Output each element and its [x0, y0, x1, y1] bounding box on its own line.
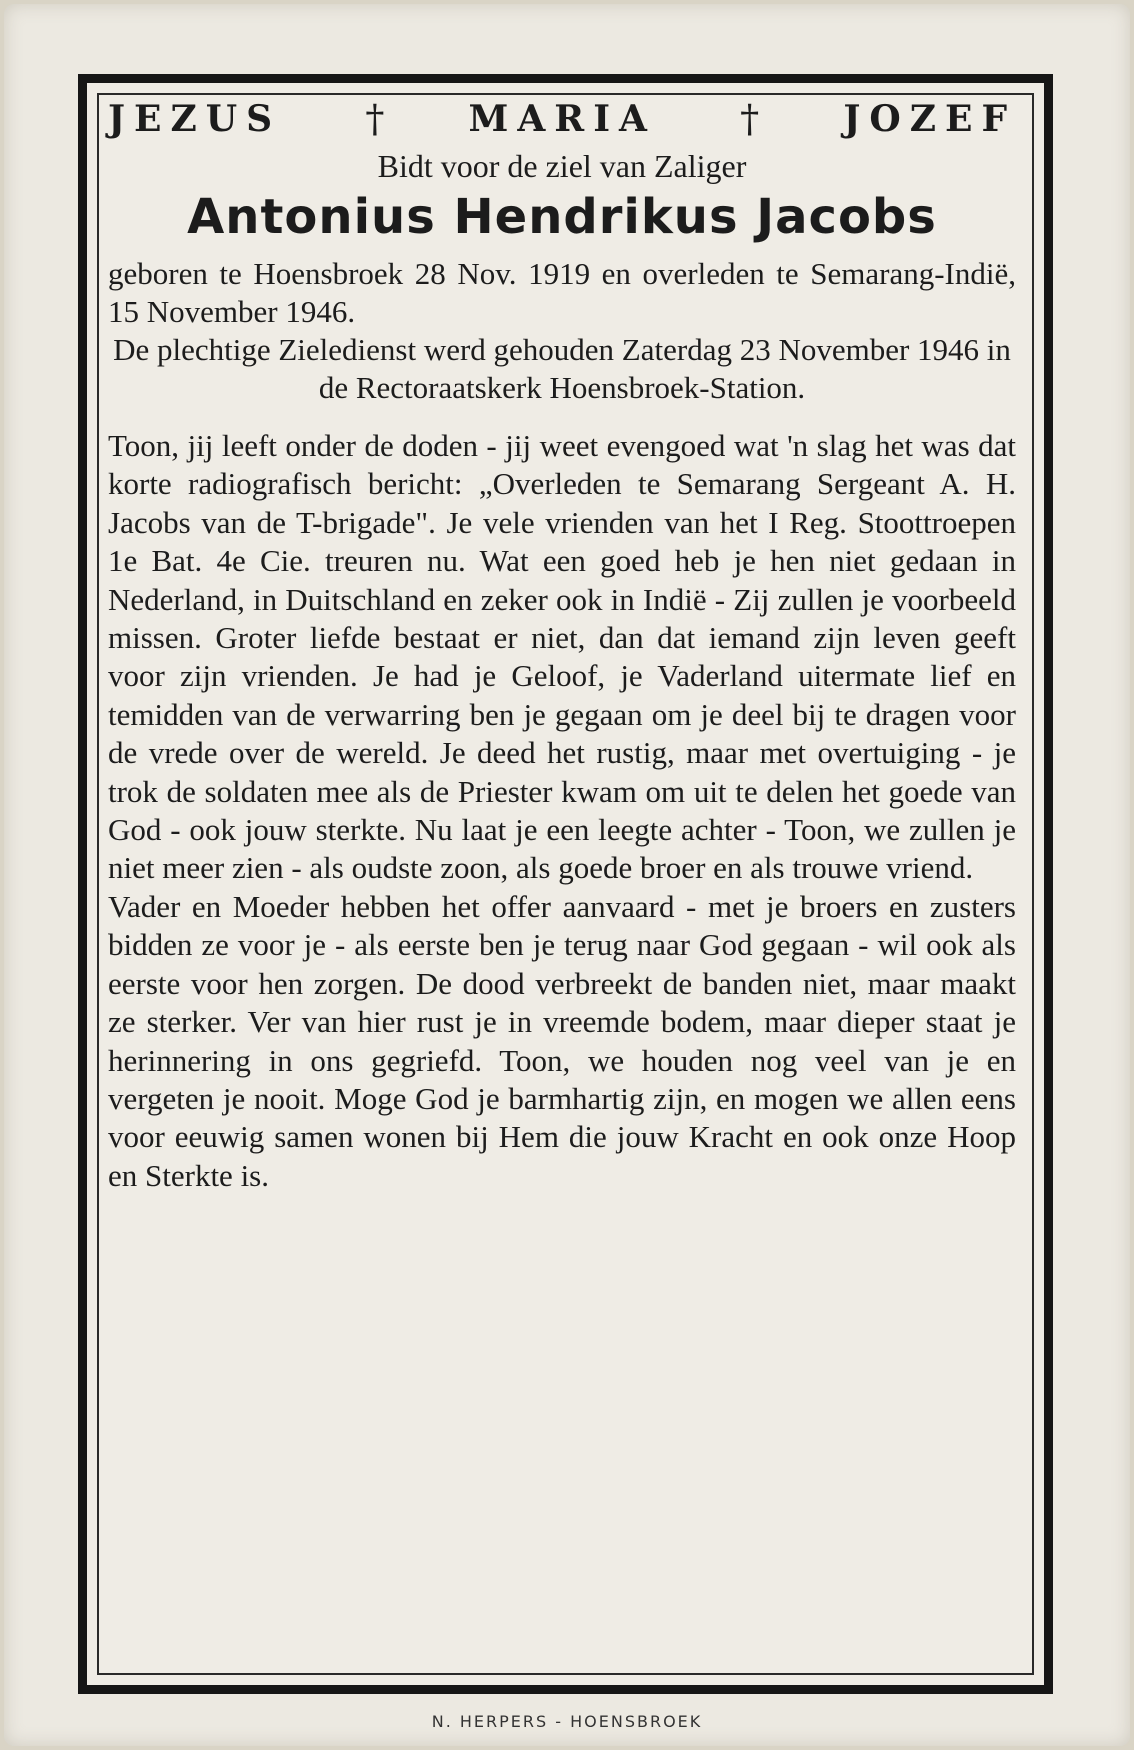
service-notice: De plechtige Zieledienst werd gehouden Zaterdag 23 November 1946 in de Rectoraatskerk Hoensbroek-Station.	[113, 332, 1011, 405]
header-line	[108, 94, 1016, 144]
cross-icon: †	[740, 97, 760, 141]
eulogy-paragraph: Toon, jij leeft onder de doden - jij weet evengoed wat 'n slag het was dat korte radiografisch bericht: „Overleden te Semarang Sergeant A. H. Jacobs van de T-brigade". Je vele vrienden van het I Reg. Stoottroepen 1e Bat. 4e Cie. treuren nu. Wat een goed heb je hen niet gedaan in Nederland, in Duitschland en zeker ook in Indië - Zij zullen je voorbeeld missen. Groter liefde bestaat er niet, dan dat iemand zijn leven geeft voor zijn vrienden. Je had je Geloof, je Vaderland uitermate lief en temidden van de verwarring ben je gegaan om je deel bij te dragen voor de vrede over de wereld. Je deed het rustig, maar met overtuiging - je trok de soldaten mee als de Priester kwam om uit te delen het goede van God - ook jouw sterkte. Nu laat je een leegte achter - Toon, we zullen je niet meer zien - als oudste zoon, als goede broer en als trouwe vriend.	[108, 428, 1016, 886]
intro-line: Bidt voor de ziel van Zaliger	[377, 148, 747, 184]
header-word-jezus: JEZUS	[108, 98, 282, 140]
cross-icon: †	[365, 97, 385, 141]
header-word-jozef: JOZEF	[843, 98, 1016, 140]
deceased-name: Antonius Hendrikus Jacobs	[187, 189, 937, 245]
card-content	[108, 94, 1016, 1195]
printer-imprint: N. HERPERS - HOENSBROEK	[431, 1712, 703, 1731]
eulogy-text	[108, 427, 1016, 1195]
header-word-maria: MARIA	[468, 98, 656, 140]
eulogy-paragraph: Vader en Moeder hebben het offer aanvaard - met je broers en zusters bidden ze voor je - als eerste ben je terug naar God gegaan - wil ook als eerste voor hen zorgen. De dood verbreekt de banden niet, maar maakt ze sterker. Ver van hier rust je in vreemde bodem, maar dieper staat je herinnering in ons gegriefd. Toon, we houden nog veel van je en vergeten je nooit. Moge God je barmhartig zijn, en mogen we allen eens voor eeuwig samen wonen bij Hem die jouw Kracht en ook onze Hoop en Sterkte is.	[108, 888, 1016, 1193]
birth-death-dates: geboren te Hoensbroek 28 Nov. 1919 en overleden te Semarang-Indië, 15 November 1946.	[108, 256, 1016, 329]
